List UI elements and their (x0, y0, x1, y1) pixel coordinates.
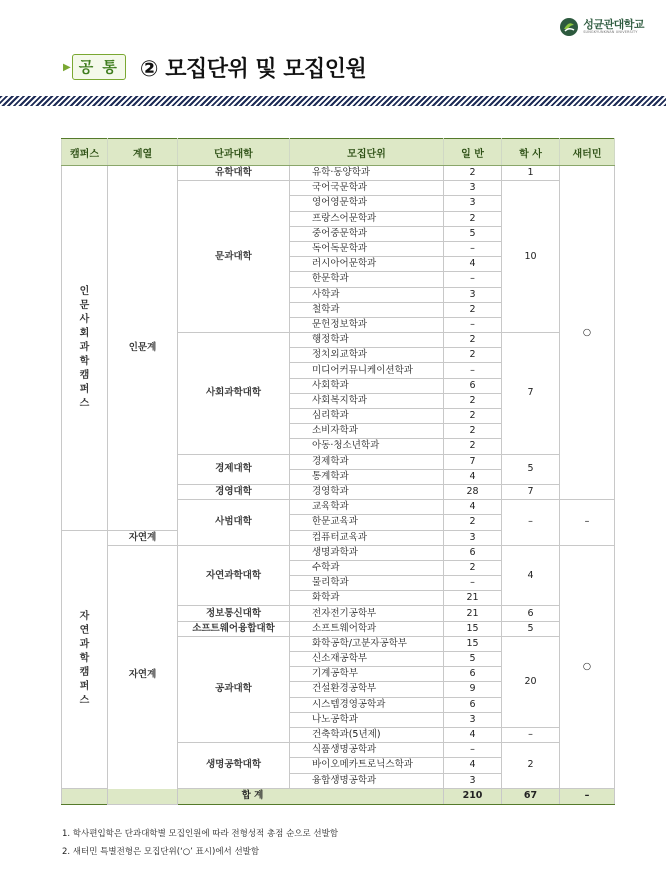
diagonal-stripe-divider (0, 96, 666, 106)
campus-char: 스 (79, 695, 90, 707)
recruit-unit-cell: 생명과학과 (290, 545, 444, 560)
recruit-unit-cell: 독어독문학과 (290, 241, 444, 256)
general-quota-cell: 28 (444, 484, 502, 499)
campus-char: 퍼 (79, 681, 90, 693)
recruit-unit-cell: 기계공학부 (290, 667, 444, 682)
campus-char: 회 (79, 327, 90, 339)
campus-char: 사 (79, 313, 90, 325)
recruit-unit-cell: 건축학과(5년제) (290, 727, 444, 742)
bachelor-quota-cell: 1 (502, 166, 560, 181)
recruit-unit-cell: 컴퓨터교육과 (290, 530, 444, 545)
recruit-unit-cell: 경영학과 (290, 484, 444, 499)
bachelor-quota-cell: 5 (502, 454, 560, 484)
general-quota-cell: 5 (444, 226, 502, 241)
defector-cell: ○ (560, 166, 615, 500)
recruit-unit-cell: 소프트웨어학과 (290, 621, 444, 636)
table-row (62, 545, 615, 560)
general-quota-cell: 9 (444, 682, 502, 697)
field-cell: 자연계 (108, 530, 178, 545)
general-quota-cell: 15 (444, 636, 502, 651)
campus-char: 인 (79, 285, 90, 297)
recruit-unit-cell: 철학과 (290, 302, 444, 317)
recruit-unit-cell: 유학·동양학과 (290, 166, 444, 181)
recruit-unit-cell: 한문학과 (290, 272, 444, 287)
general-quota-cell: 15 (444, 621, 502, 636)
college-cell: 자연과학대학 (178, 545, 290, 606)
general-quota-cell: 2 (444, 515, 502, 530)
column-header: 단과대학 (178, 139, 290, 166)
general-quota-cell: 2 (444, 409, 502, 424)
college-cell: 사범대학 (178, 500, 290, 546)
recruit-unit-cell: 신소재공학부 (290, 652, 444, 667)
bachelor-quota-cell: 7 (502, 484, 560, 499)
campus-char: 문 (79, 299, 90, 311)
campus-char: 캠 (79, 667, 90, 679)
recruit-unit-cell: 국어국문학과 (290, 181, 444, 196)
recruit-unit-cell: 소비자학과 (290, 424, 444, 439)
recruit-unit-cell: 한문교육과 (290, 515, 444, 530)
badge-label: 공 통 (72, 54, 126, 80)
campus-char: 자 (79, 611, 90, 623)
recruit-unit-cell: 정치외교학과 (290, 348, 444, 363)
general-quota-cell: 4 (444, 469, 502, 484)
college-cell: 유학대학 (178, 166, 290, 181)
bachelor-quota-cell: 4 (502, 545, 560, 606)
general-quota-cell: 2 (444, 560, 502, 575)
campus-char: 연 (79, 625, 90, 637)
general-quota-cell: 3 (444, 773, 502, 788)
general-quota-cell: 7 (444, 454, 502, 469)
general-quota-cell: 2 (444, 302, 502, 317)
campus-char: 학 (79, 653, 90, 665)
general-quota-cell: 4 (444, 727, 502, 742)
common-badge (63, 54, 126, 80)
bachelor-quota-cell: – (502, 500, 560, 546)
recruit-unit-cell: 화학공학/고분자공학부 (290, 636, 444, 651)
general-quota-cell: 2 (444, 166, 502, 181)
defector-cell: – (560, 500, 615, 546)
general-quota-cell: 6 (444, 667, 502, 682)
column-header: 일 반 (444, 139, 502, 166)
footnote: 1. 학사편입학은 단과대학별 모집인원에 따라 전형성적 총점 순으로 선발함 (62, 829, 339, 839)
general-quota-cell: 3 (444, 530, 502, 545)
footnote: 2. 새터민 특별전형은 모집단위(‘○’ 표시)에서 선발함 (62, 847, 260, 857)
recruit-unit-cell: 사회학과 (290, 378, 444, 393)
defector-cell: ○ (560, 545, 615, 788)
total-bachelor: 67 (502, 788, 560, 804)
general-quota-cell: – (444, 272, 502, 287)
general-quota-cell: 21 (444, 606, 502, 621)
recruit-unit-cell: 화학과 (290, 591, 444, 606)
general-quota-cell: – (444, 576, 502, 591)
general-quota-cell: 3 (444, 287, 502, 302)
general-quota-cell: 6 (444, 378, 502, 393)
recruit-unit-cell: 프랑스어문학과 (290, 211, 444, 226)
arrow-right-icon: ▶ (63, 61, 71, 73)
campus-char: 스 (79, 397, 90, 409)
bachelor-quota-cell: – (502, 727, 560, 742)
section-header (63, 52, 366, 82)
recruit-unit-cell: 영어영문학과 (290, 196, 444, 211)
college-cell: 사회과학대학 (178, 333, 290, 455)
campus-char: 과 (79, 341, 90, 353)
general-quota-cell: – (444, 317, 502, 332)
recruit-unit-cell: 통계학과 (290, 469, 444, 484)
college-cell: 경영대학 (178, 484, 290, 499)
total-label: 합 계 (62, 788, 444, 804)
general-quota-cell: 4 (444, 758, 502, 773)
campus-char: 학 (79, 355, 90, 367)
college-cell: 문과대학 (178, 181, 290, 333)
footnotes (62, 825, 338, 861)
general-quota-cell: – (444, 743, 502, 758)
general-quota-cell: 3 (444, 712, 502, 727)
recruit-unit-cell: 나노공학과 (290, 712, 444, 727)
recruit-unit-cell: 행정학과 (290, 333, 444, 348)
bachelor-quota-cell: 7 (502, 333, 560, 455)
column-header: 모집단위 (290, 139, 444, 166)
general-quota-cell: 2 (444, 348, 502, 363)
bachelor-quota-cell: 2 (502, 743, 560, 789)
logo-name: 성균관대학교 (583, 18, 644, 32)
university-emblem-icon (559, 17, 579, 37)
general-quota-cell: 2 (444, 333, 502, 348)
logo-subtitle: SUNGKYUNKWAN UNIVERSITY (583, 30, 638, 35)
general-quota-cell: 3 (444, 196, 502, 211)
college-cell: 정보통신대학 (178, 606, 290, 621)
recruit-unit-cell: 물리학과 (290, 576, 444, 591)
general-quota-cell: 4 (444, 257, 502, 272)
campus-char: 퍼 (79, 383, 90, 395)
college-cell: 경제대학 (178, 454, 290, 484)
general-quota-cell: 2 (444, 393, 502, 408)
campus-cell (62, 166, 108, 531)
recruit-unit-cell: 전자전기공학부 (290, 606, 444, 621)
recruit-unit-cell: 식품생명공학과 (290, 743, 444, 758)
table-header-row (62, 139, 615, 166)
general-quota-cell: 6 (444, 697, 502, 712)
recruit-unit-cell: 경제학과 (290, 454, 444, 469)
campus-cell (62, 530, 108, 788)
recruit-unit-cell: 시스템경영공학과 (290, 697, 444, 712)
recruit-unit-cell: 사학과 (290, 287, 444, 302)
college-cell: 소프트웨어융합대학 (178, 621, 290, 636)
recruit-unit-cell: 건설환경공학부 (290, 682, 444, 697)
page-title: ② 모집단위 및 모집인원 (139, 56, 367, 82)
general-quota-cell: 21 (444, 591, 502, 606)
general-quota-cell: 5 (444, 652, 502, 667)
total-row (62, 788, 615, 804)
campus-char: 캠 (79, 369, 90, 381)
column-header: 학 사 (502, 139, 560, 166)
column-header: 캠퍼스 (62, 139, 108, 166)
bachelor-quota-cell: 6 (502, 606, 560, 621)
general-quota-cell: 3 (444, 181, 502, 196)
recruit-unit-cell: 아동·청소년학과 (290, 439, 444, 454)
general-quota-cell: 2 (444, 211, 502, 226)
college-cell: 공과대학 (178, 636, 290, 742)
bachelor-quota-cell: 10 (502, 181, 560, 333)
general-quota-cell: – (444, 241, 502, 256)
college-cell: 생명공학대학 (178, 743, 290, 789)
recruit-unit-cell: 바이오메카트로닉스학과 (290, 758, 444, 773)
recruit-unit-cell: 교육학과 (290, 500, 444, 515)
recruit-unit-cell: 러시아어문학과 (290, 257, 444, 272)
general-quota-cell: – (444, 363, 502, 378)
recruit-unit-cell: 미디어커뮤니케이션학과 (290, 363, 444, 378)
field-cell: 자연계 (108, 545, 178, 804)
column-header: 새터민 (560, 139, 615, 166)
recruit-unit-cell: 융합생명공학과 (290, 773, 444, 788)
campus-char: 과 (79, 639, 90, 651)
table-row (62, 166, 615, 181)
university-logo (559, 16, 644, 38)
general-quota-cell: 2 (444, 424, 502, 439)
general-quota-cell: 2 (444, 439, 502, 454)
recruit-unit-cell: 심리학과 (290, 409, 444, 424)
total-general: 210 (444, 788, 502, 804)
recruit-unit-cell: 사회복지학과 (290, 393, 444, 408)
field-cell: 인문계 (108, 166, 178, 531)
general-quota-cell: 4 (444, 500, 502, 515)
recruit-unit-cell: 수학과 (290, 560, 444, 575)
recruit-unit-cell: 문헌정보학과 (290, 317, 444, 332)
total-defector: – (560, 788, 615, 804)
general-quota-cell: 6 (444, 545, 502, 560)
bachelor-quota-cell: 5 (502, 621, 560, 636)
admission-quota-table (61, 138, 615, 805)
recruit-unit-cell: 중어중문학과 (290, 226, 444, 241)
bachelor-quota-cell: 20 (502, 636, 560, 727)
column-header: 계열 (108, 139, 178, 166)
